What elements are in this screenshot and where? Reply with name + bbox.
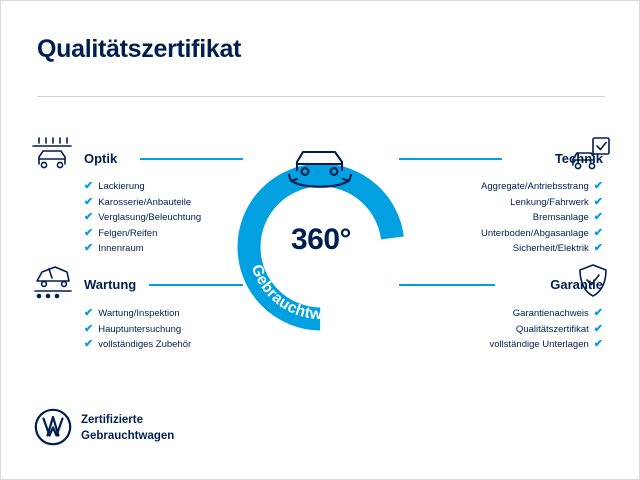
svg-text:Gebrauchtwagen-Check (248, 262, 394, 323)
list-item (84, 337, 191, 353)
check-icon: ✔ (593, 180, 603, 193)
list-item-label: vollständige Unterlagen (489, 339, 589, 350)
check-icon: ✔ (84, 338, 94, 351)
list-item-label: Wartung/Inspektion (98, 308, 180, 319)
list-item (84, 226, 201, 242)
list-item (481, 195, 603, 211)
checklist-garantie (489, 306, 603, 353)
list-item (84, 179, 201, 195)
list-item-label: Felgen/Reifen (98, 227, 158, 239)
section-heading-technik: Technik (554, 151, 603, 166)
car-360-icon (275, 143, 367, 206)
list-item-label: Garantienachweis (512, 308, 589, 319)
section-heading-garantie: Garantie (550, 277, 603, 292)
check-icon: ✔ (593, 226, 603, 239)
footer-brand (81, 412, 174, 444)
checklist-technik (481, 179, 603, 257)
list-item-label: Verglasung/Beleuchtung (98, 212, 202, 223)
page-title: Qualitätszertifikat (37, 35, 242, 63)
badge-360-check (227, 153, 415, 341)
check-icon: ✔ (593, 211, 603, 224)
list-item-label: Lenkung/Fahrwerk (510, 196, 589, 208)
check-icon: ✔ (593, 322, 603, 335)
section-heading-wartung: Wartung (84, 277, 137, 292)
footer-line-1: Zertifizierte (81, 414, 143, 426)
list-item (84, 306, 191, 322)
list-item (489, 337, 603, 353)
check-icon: ✔ (84, 195, 94, 208)
list-item (481, 210, 603, 226)
list-item (481, 179, 603, 195)
list-item-label: Karosserie/Anbauteile (98, 196, 192, 208)
check-icon: ✔ (84, 307, 94, 320)
list-item (84, 210, 201, 226)
list-item-label: Qualitätszertifikat (515, 323, 589, 335)
car-lift-icon (31, 263, 73, 304)
list-item-label: vollständiges Zubehör (98, 339, 192, 350)
check-icon: ✔ (84, 180, 94, 193)
list-item-label: Innenraum (98, 243, 144, 254)
badge-degrees: 360° (290, 223, 352, 256)
list-item-label: Unterboden/Abgasanlage (481, 227, 589, 239)
list-item (84, 195, 201, 211)
checklist-wartung (84, 306, 191, 353)
list-item (489, 306, 603, 322)
list-item-label: Hauptuntersuchung (98, 323, 182, 335)
list-item (84, 241, 201, 257)
checklist-optik (84, 179, 201, 257)
vw-logo (34, 408, 72, 451)
check-icon: ✔ (84, 242, 94, 255)
check-icon: ✔ (593, 195, 603, 208)
check-icon: ✔ (84, 322, 94, 335)
list-item (481, 241, 603, 257)
list-item (489, 322, 603, 338)
check-icon: ✔ (593, 338, 603, 351)
check-icon: ✔ (84, 211, 94, 224)
car-wash-icon (31, 137, 73, 176)
list-item (84, 322, 191, 338)
check-icon: ✔ (84, 226, 94, 239)
section-heading-optik: Optik (84, 151, 118, 166)
check-icon: ✔ (593, 242, 603, 255)
list-item-label: Sicherheit/Elektrik (512, 243, 589, 254)
title-divider (37, 96, 605, 97)
check-icon: ✔ (593, 307, 603, 320)
list-item-label: Lackierung (98, 181, 145, 192)
list-item-label: Aggregate/Antriebsstrang (481, 181, 589, 192)
footer-line-2: Gebrauchtwagen (81, 430, 175, 442)
badge-arc-text: Gebrauchtwagen-Check (247, 262, 395, 324)
list-item (481, 226, 603, 242)
list-item-label: Bremsanlage (532, 212, 589, 223)
